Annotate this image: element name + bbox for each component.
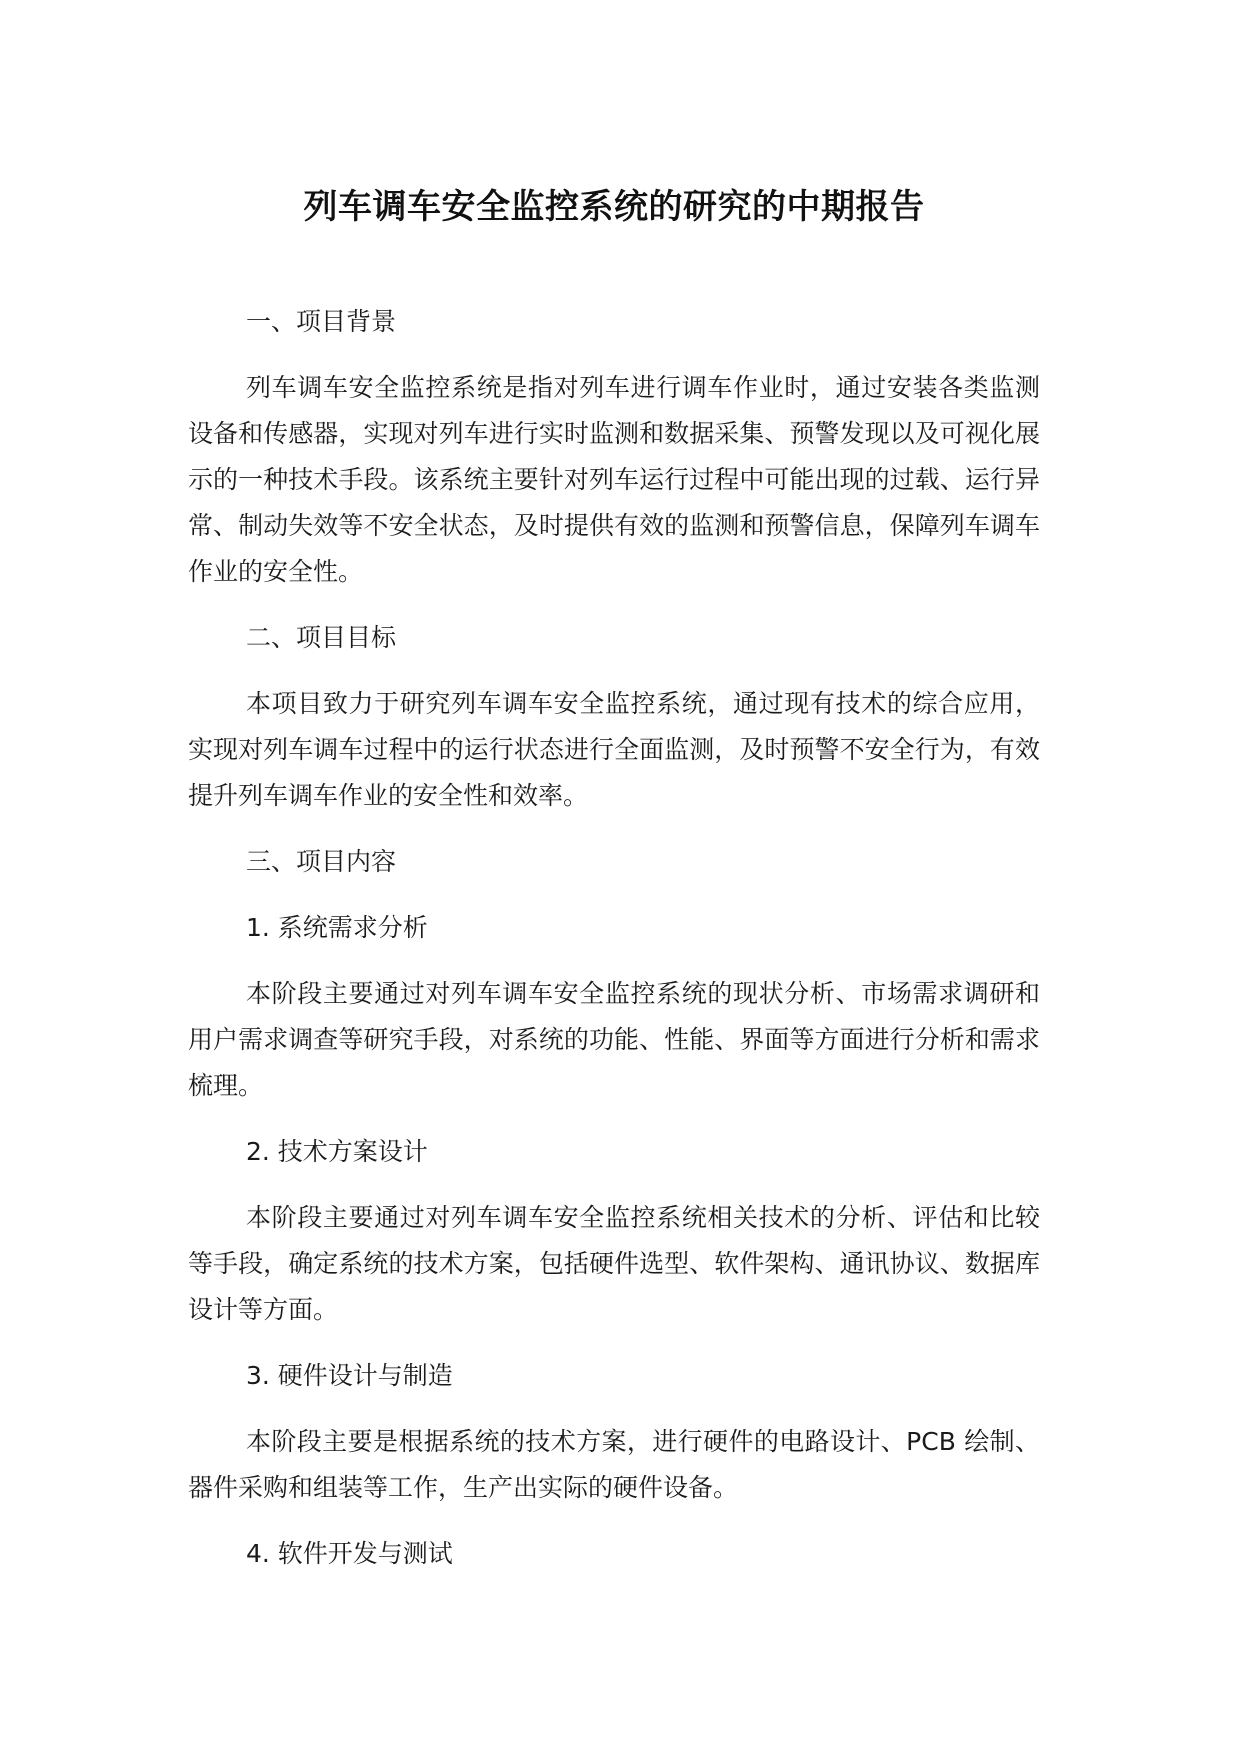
section-heading-goals: 二、项目目标 bbox=[246, 623, 397, 652]
document-title: 列车调车安全监控系统的研究的中期报告 bbox=[303, 187, 925, 227]
subheading-hardware: 3. 硬件设计与制造 bbox=[246, 1361, 453, 1390]
section-heading-content: 三、项目内容 bbox=[246, 847, 397, 876]
paragraph-background: 列车调车安全监控系统是指对列车进行调车作业时，通过安装各类监测设备和传感器，实现对列车进行实时监测和数据采集、预警发现以及可视化展示的一种技术手段。该系统主要针对列车运行过程中可能出现的过载、运行异常、制动失效等不安全状态，及时提供有效的监测和预警信息，保障列车调车作业的安全性。 bbox=[188, 373, 1040, 586]
section-heading-background: 一、项目背景 bbox=[246, 307, 397, 336]
subheading-technical-design: 2. 技术方案设计 bbox=[246, 1137, 428, 1166]
subheading-requirements: 1. 系统需求分析 bbox=[246, 913, 428, 942]
paragraph-requirements: 本阶段主要通过对列车调车安全监控系统的现状分析、市场需求调研和用户需求调查等研究手段，对系统的功能、性能、界面等方面进行分析和需求梳理。 bbox=[188, 979, 1040, 1100]
subheading-software: 4. 软件开发与测试 bbox=[246, 1539, 453, 1568]
paragraph-goals: 本项目致力于研究列车调车安全监控系统，通过现有技术的综合应用，实现对列车调车过程中的运行状态进行全面监测，及时预警不安全行为，有效提升列车调车作业的安全性和效率。 bbox=[188, 689, 1040, 810]
paragraph-technical-design: 本阶段主要通过对列车调车安全监控系统相关技术的分析、评估和比较等手段，确定系统的技术方案，包括硬件选型、软件架构、通讯协议、数据库设计等方面。 bbox=[188, 1203, 1040, 1324]
paragraph-hardware: 本阶段主要是根据系统的技术方案，进行硬件的电路设计、PCB 绘制、器件采购和组装等工作，生产出实际的硬件设备。 bbox=[188, 1427, 1040, 1502]
document-body bbox=[188, 181, 1040, 1597]
